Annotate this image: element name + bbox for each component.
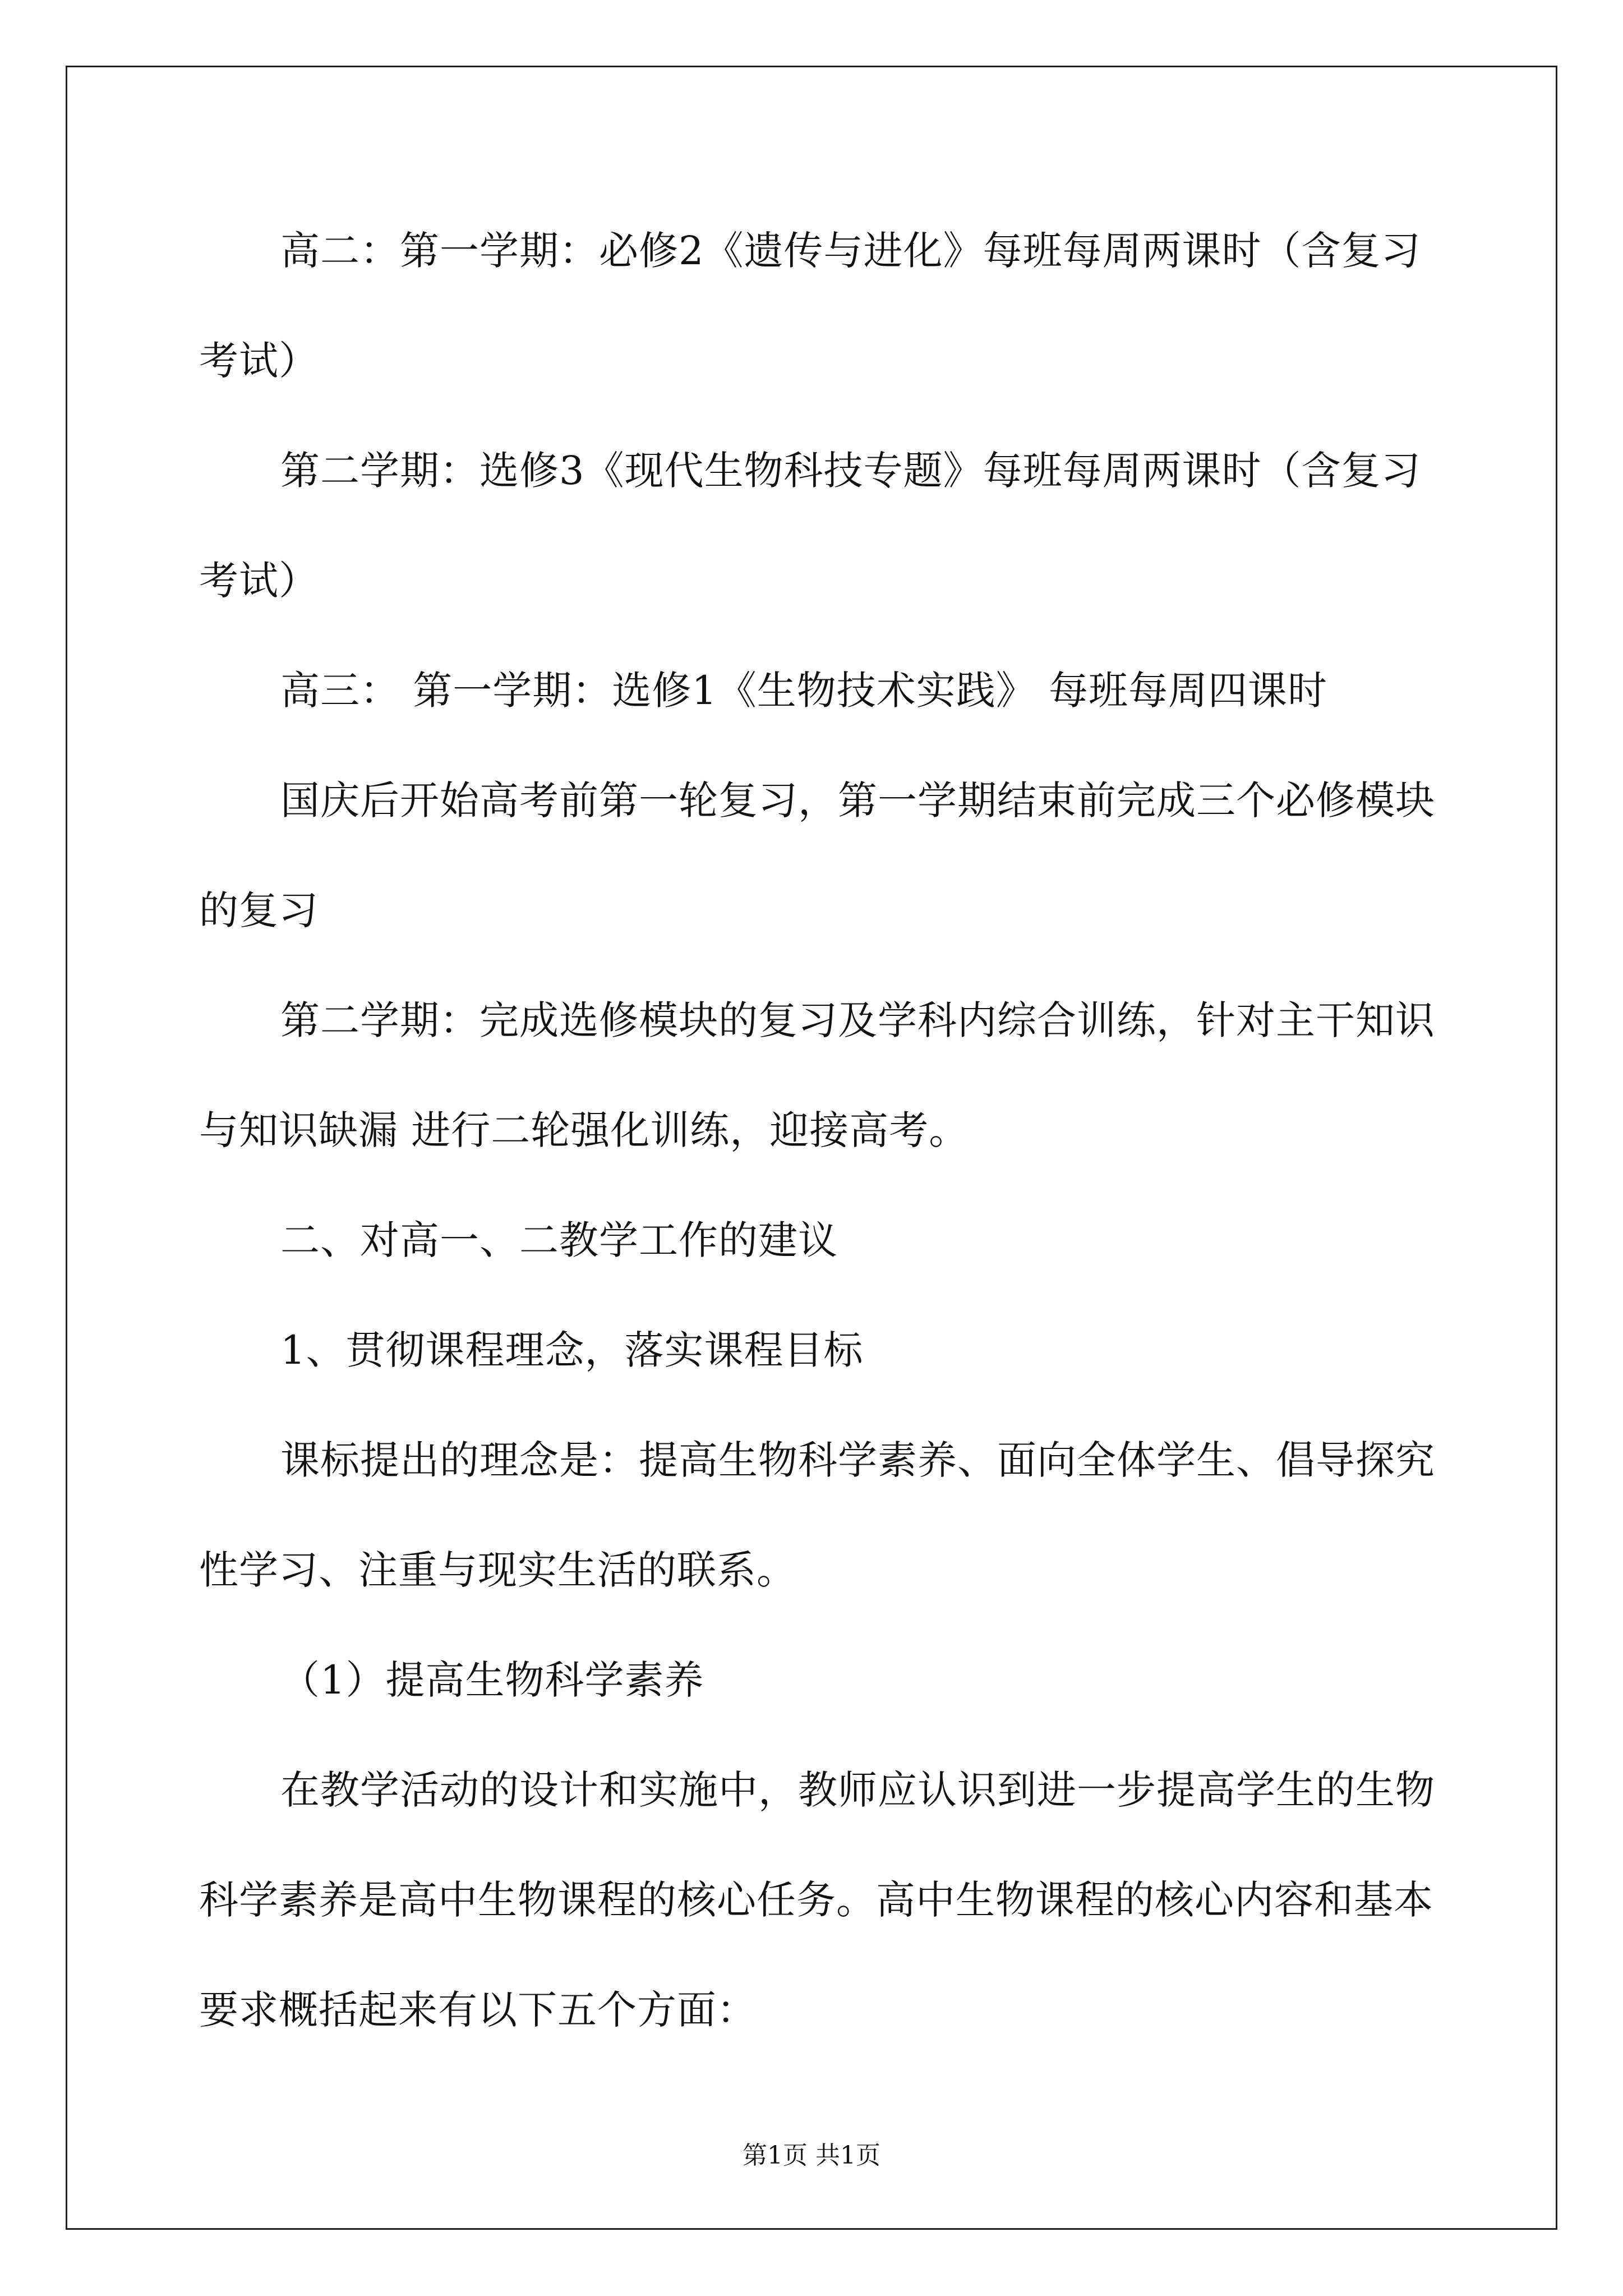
paragraph-10 [199, 1735, 1438, 2065]
paragraph-8-text: 课标提出的理念是：提高生物科学素养、面向全体学生、倡导探究性学习、注重与现实生活的联系。 [199, 1437, 1435, 1593]
paragraph-4-text: 国庆后开始高考前第一轮复习，第一学期结束前完成三个必修模块的复习 [199, 777, 1435, 933]
paragraph-3 [199, 636, 1438, 746]
page-number: 第1页 共1页 [743, 2141, 880, 2170]
paragraph-1 [199, 196, 1438, 416]
paragraph-2 [199, 416, 1438, 636]
section-heading [199, 1185, 1438, 1295]
paragraph-5 [199, 965, 1438, 1185]
section-heading-text: 二、对高一、二教学工作的建议 [280, 1217, 838, 1263]
paragraph-4 [199, 746, 1438, 965]
paragraph-8 [199, 1405, 1438, 1625]
item-heading [199, 1625, 1438, 1735]
subsection-heading [199, 1295, 1438, 1405]
subsection-heading-text: 1、贯彻课程理念，落实课程目标 [280, 1327, 864, 1373]
paragraph-5-text: 第二学期：完成选修模块的复习及学科内综合训练，针对主干知识与知识缺漏 进行二轮强化训练，迎接高考。 [199, 997, 1435, 1153]
paragraph-3-text: 高三： 第一学期：选修1《生物技术实践》 每班每周四课时 [280, 668, 1328, 714]
paragraph-10-text: 在教学活动的设计和实施中，教师应认识到进一步提高学生的生物科学素养是高中生物课程的核心任务。高中生物课程的核心内容和基本要求概括起来有以下五个方面： [199, 1767, 1435, 2033]
paragraph-1-text: 高二：第一学期：必修2《遗传与进化》每班每周两课时（含复习考试） [199, 228, 1421, 384]
page-footer [0, 2135, 1623, 2171]
item-heading-text: （1）提高生物科学素养 [280, 1657, 704, 1703]
paragraph-2-text: 第二学期：选修3《现代生物科技专题》每班每周两课时（含复习考试） [199, 448, 1421, 604]
